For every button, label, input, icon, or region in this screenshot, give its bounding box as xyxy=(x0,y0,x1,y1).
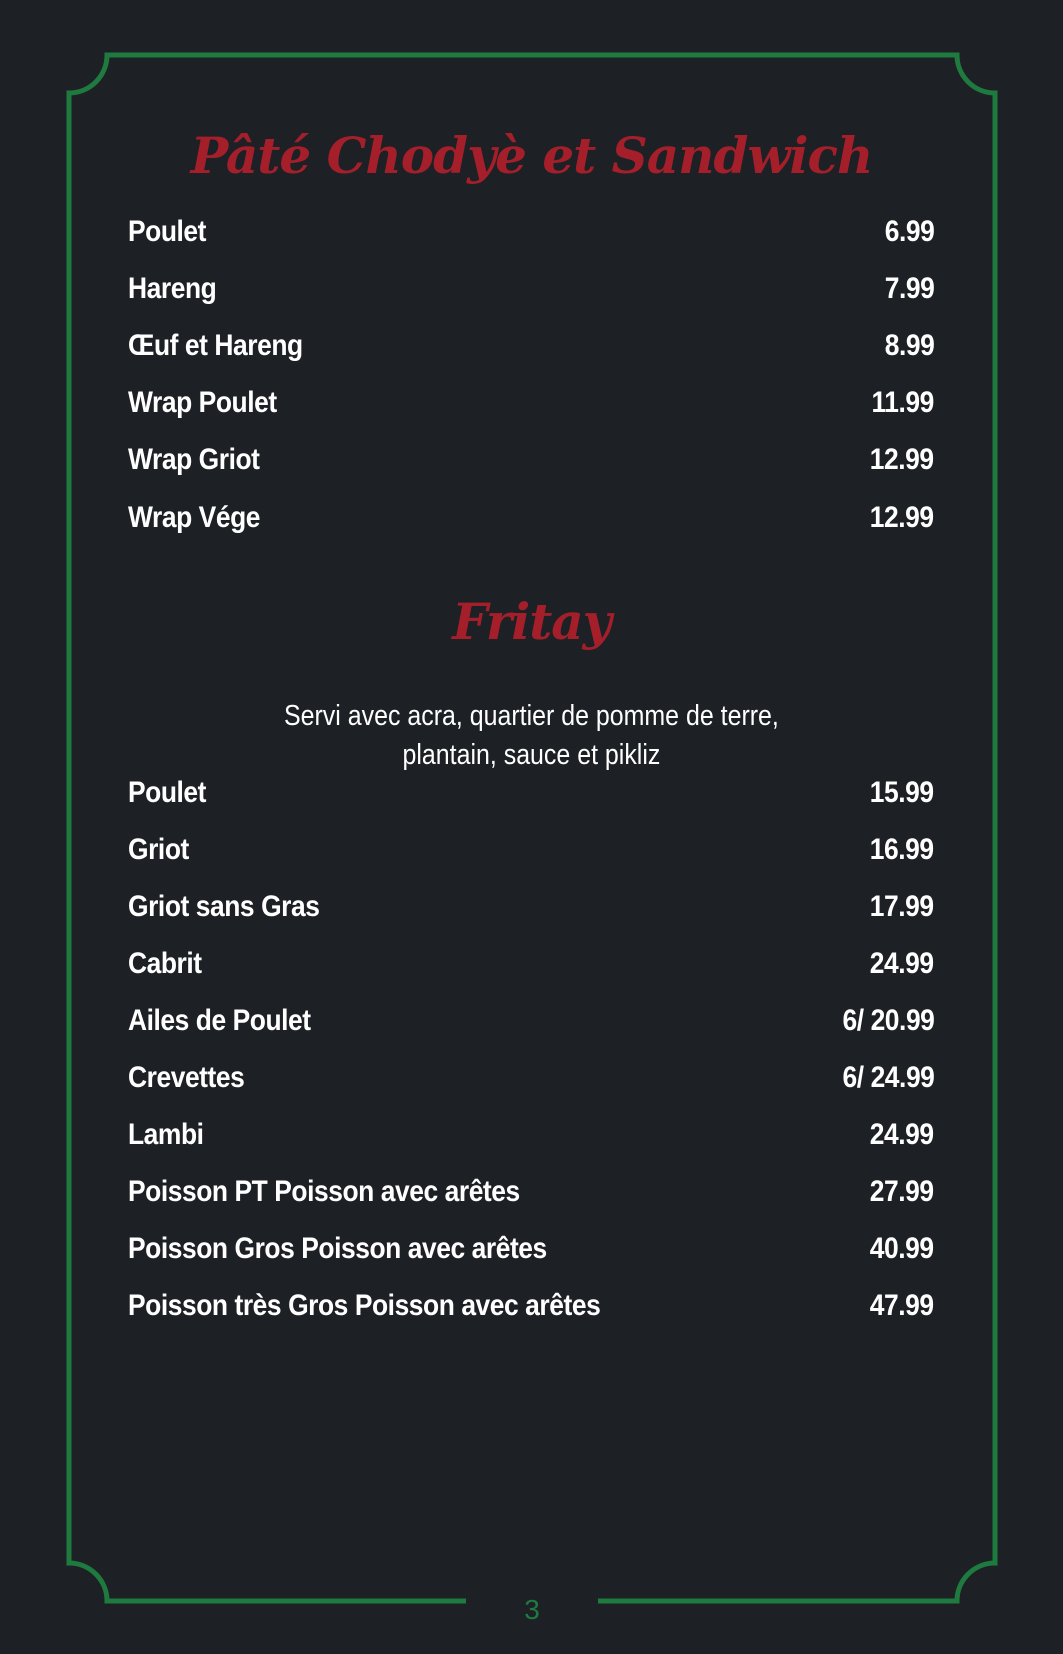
menu-item xyxy=(128,1163,934,1220)
menu-item xyxy=(128,821,934,878)
page-number: 3 xyxy=(524,1594,540,1625)
item-price: 15.99 xyxy=(870,775,934,809)
note-line-2: plantain, sauce et pikliz xyxy=(402,739,661,771)
item-name: Lambi xyxy=(128,1117,204,1151)
item-name: Ailes de Poulet xyxy=(128,1003,311,1037)
menu-item xyxy=(128,1106,934,1163)
section-title-pate-chodye: Pâté Chodyè et Sandwich xyxy=(190,126,873,185)
menu-item xyxy=(128,432,934,489)
section-title-fritay: Fritay xyxy=(452,592,611,651)
item-name: Hareng xyxy=(128,271,217,305)
item-name: Poisson très Gros Poisson avec arêtes xyxy=(128,1288,601,1322)
menu-item xyxy=(128,764,934,821)
menu-item xyxy=(128,203,934,260)
item-price: 47.99 xyxy=(870,1288,934,1322)
item-name: Poulet xyxy=(128,775,207,809)
item-price: 8.99 xyxy=(884,328,934,362)
item-name: Poisson PT Poisson avec arêtes xyxy=(128,1174,520,1208)
menu-item xyxy=(128,992,934,1049)
item-name: Poulet xyxy=(128,214,207,248)
item-price: 17.99 xyxy=(870,889,934,923)
item-price: 24.99 xyxy=(870,946,934,980)
item-price: 40.99 xyxy=(870,1231,934,1265)
menu-item xyxy=(128,1220,934,1277)
item-name: Poisson Gros Poisson avec arêtes xyxy=(128,1231,547,1265)
menu-list-fritay xyxy=(128,764,934,1334)
item-name: Griot xyxy=(128,832,189,866)
item-name: Wrap Poulet xyxy=(128,386,277,420)
item-name: Crevettes xyxy=(128,1060,245,1094)
menu-list-pate-chodye xyxy=(128,203,934,546)
menu-item xyxy=(128,317,934,374)
menu-item xyxy=(128,375,934,432)
item-name: Griot sans Gras xyxy=(128,889,320,923)
item-name: Œuf et Hareng xyxy=(128,328,303,362)
item-price: 6/ 20.99 xyxy=(842,1003,934,1037)
item-price: 24.99 xyxy=(870,1117,934,1151)
item-name: Cabrit xyxy=(128,946,202,980)
menu-item xyxy=(128,260,934,317)
item-price: 6/ 24.99 xyxy=(842,1060,934,1094)
item-name: Wrap Vége xyxy=(128,500,260,534)
item-price: 27.99 xyxy=(870,1174,934,1208)
menu-item xyxy=(128,1049,934,1106)
item-price: 12.99 xyxy=(870,500,934,534)
item-price: 6.99 xyxy=(884,214,934,248)
item-price: 11.99 xyxy=(871,386,934,420)
menu-item xyxy=(128,878,934,935)
item-price: 16.99 xyxy=(870,832,934,866)
item-price: 7.99 xyxy=(884,271,934,305)
item-name: Wrap Griot xyxy=(128,443,260,477)
menu-item xyxy=(128,489,934,546)
menu-item xyxy=(128,1277,934,1334)
menu-item xyxy=(128,935,934,992)
note-line-1: Servi avec acra, quartier de pomme de terre, xyxy=(283,700,779,732)
item-price: 12.99 xyxy=(870,443,934,477)
